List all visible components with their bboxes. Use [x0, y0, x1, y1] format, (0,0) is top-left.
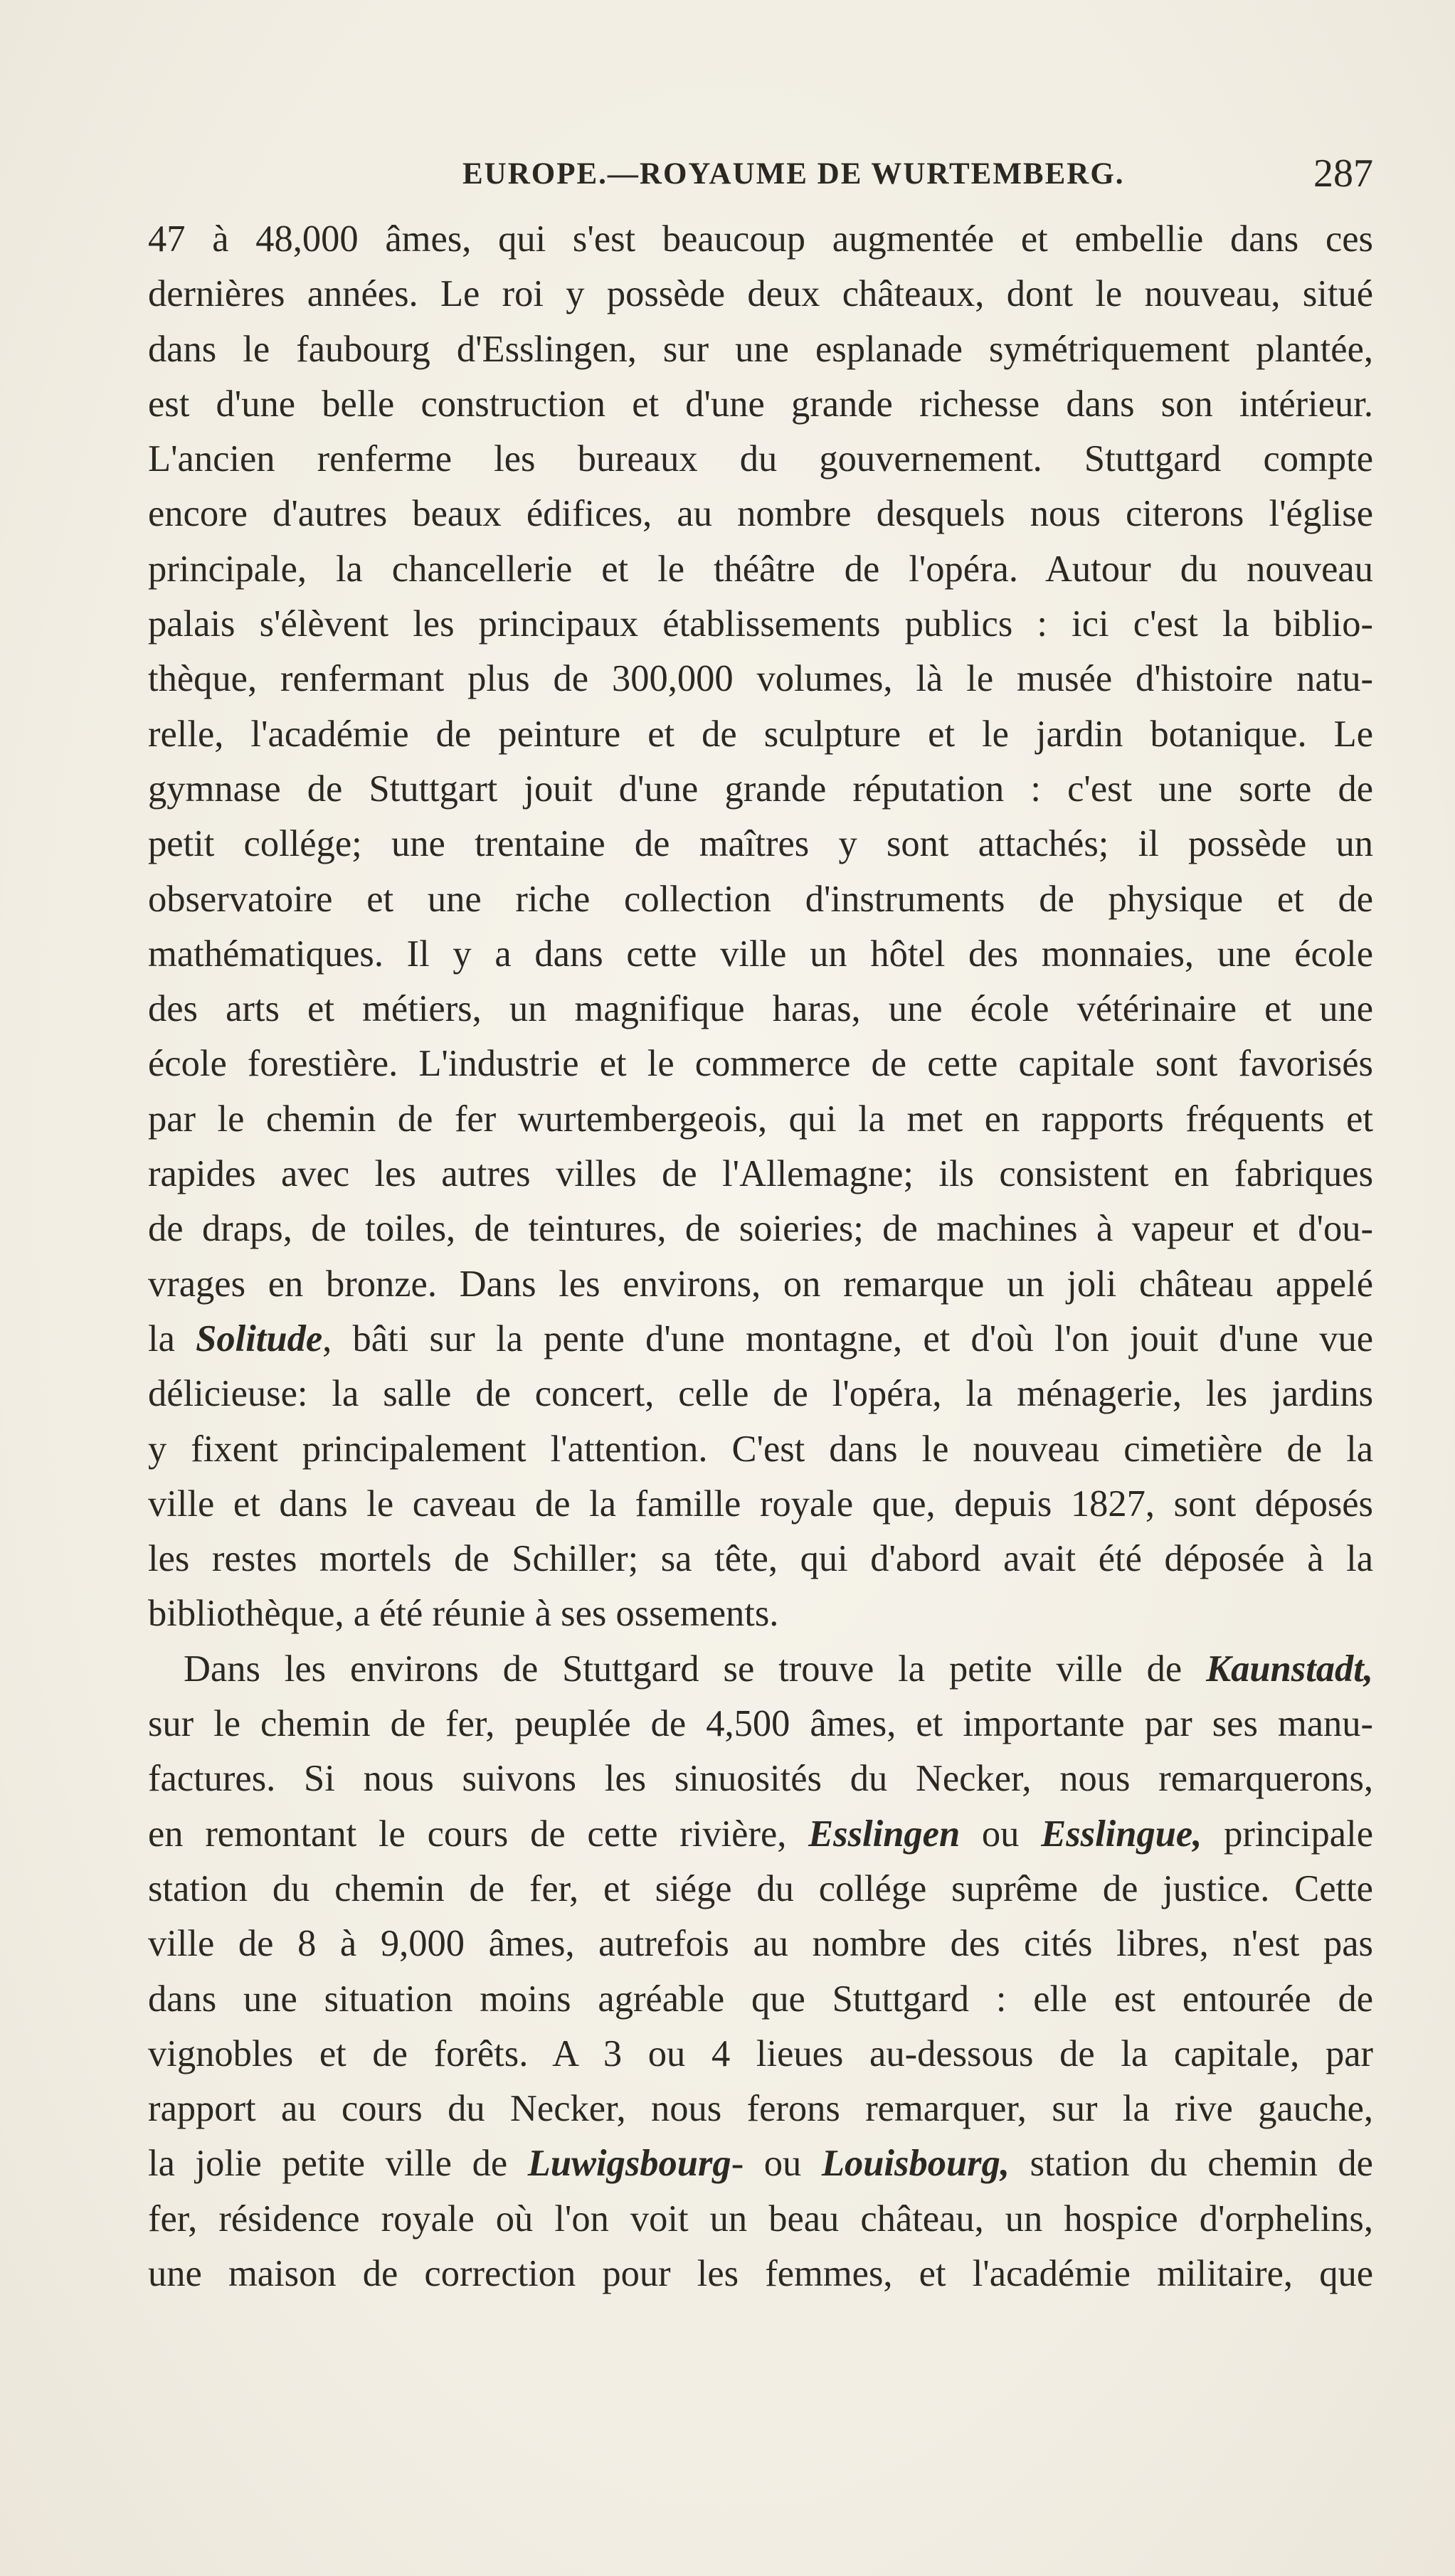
text-line: gymnase de Stuttgart jouit d'une grande réputation : c'est une sorte de [148, 768, 1373, 810]
text-line: rapport au cours du Necker, nous ferons remarquer, sur la rive gauche, [148, 2088, 1373, 2130]
text-fragment: - ou [731, 2143, 822, 2185]
text-line: y fixent principalement l'attention. C'est dans le nouveau cimetière de la [148, 1428, 1373, 1470]
page-header [149, 151, 1373, 201]
place-name-italic: Esslingue, [1041, 1813, 1202, 1855]
text-line: 47 à 48,000 âmes, qui s'est beaucoup augmentée et embellie dans ces [148, 218, 1373, 260]
text-fragment: Dans les environs de Stuttgard se trouve la petite ville de [184, 1648, 1207, 1690]
text-line [148, 1807, 1373, 1862]
text-line: bibliothèque, a été réunie à ses ossements. [148, 1593, 779, 1635]
text-line: dans une situation moins agréable que Stuttgard : elle est entourée de [148, 1978, 1373, 2020]
text-line: fer, résidence royale où l'on voit un beau château, un hospice d'orphelins, [148, 2198, 1373, 2240]
page-number: 287 [1313, 152, 1373, 196]
text-line: dernières années. Le roi y possède deux châteaux, dont le nouveau, situé [148, 273, 1373, 315]
text-line: station du chemin de fer, et siége du collége suprême de justice. Cette [148, 1867, 1373, 1909]
text-line: rapides avec les autres villes de l'Allemagne; ils consistent en fabriques [148, 1153, 1373, 1195]
text-line: petit collége; une trentaine de maîtres y sont attachés; il possède un [148, 823, 1373, 865]
place-name-italic: Kaunstadt, [1206, 1648, 1373, 1690]
text-fragment: station du chemin de [1009, 2143, 1373, 2185]
text-line: par le chemin de fer wurtembergeois, qui la met en rapports fréquents et [148, 1098, 1373, 1140]
text-line: observatoire et une riche collection d'instruments de physique et de [148, 878, 1373, 920]
text-line [148, 1642, 1373, 1697]
text-line: principale, la chancellerie et le théâtre de l'opéra. Autour du nouveau [148, 548, 1373, 590]
text-line: vrages en bronze. Dans les environs, on remarque un joli château appelé [148, 1263, 1373, 1305]
text-line: relle, l'académie de peinture et de sculpture et le jardin botanique. Le [148, 713, 1373, 755]
text-fragment: principale [1202, 1813, 1373, 1855]
text-line: est d'une belle construction et d'une grande richesse dans son intérieur. [148, 383, 1373, 425]
text-line: de draps, de toiles, de teintures, de soieries; de machines à vapeur et d'ou- [148, 1208, 1373, 1250]
text-line: vignobles et de forêts. A 3 ou 4 lieues au-dessous de la capitale, par [148, 2032, 1373, 2074]
text-line: les restes mortels de Schiller; sa tête, qui d'abord avait été déposée à la [148, 1538, 1373, 1580]
text-line: palais s'élèvent les principaux établissements publics : ici c'est la biblio- [148, 603, 1373, 645]
text-line: école forestière. L'industrie et le commerce de cette capitale sont favorisés [148, 1043, 1373, 1085]
text-line: ville et dans le caveau de la famille royale que, depuis 1827, sont déposés [148, 1483, 1373, 1525]
text-line: encore d'autres beaux édifices, au nombre desquels nous citerons l'église [148, 493, 1373, 535]
text-fragment: , bâti sur la pente d'une montagne, et d'où l'on jouit d'une vue [322, 1318, 1373, 1359]
text-line: mathématiques. Il y a dans cette ville un hôtel des monnaies, une école [148, 933, 1373, 975]
running-title: EUROPE.—ROYAUME DE WURTEMBERG. [462, 157, 1125, 191]
place-name-italic: Luwigsbourg [527, 2143, 731, 2185]
text-line: thèque, renfermant plus de 300,000 volumes, là le musée d'histoire natu- [148, 658, 1373, 700]
text-line: sur le chemin de fer, peuplée de 4,500 âmes, et importante par ses manu- [148, 1703, 1373, 1745]
place-name-italic: Louisbourg, [821, 2143, 1010, 2185]
text-line: ville de 8 à 9,000 âmes, autrefois au nombre des cités libres, n'est pas [148, 1923, 1373, 1965]
text-fragment: en remontant le cours de cette rivière, [148, 1813, 809, 1855]
text-fragment: la [148, 1318, 196, 1359]
text-line [148, 1312, 1373, 1367]
text-line: des arts et métiers, un magnifique haras, une école vétérinaire et une [148, 988, 1373, 1030]
text-line: factures. Si nous suivons les sinuosités du Necker, nous remarquerons, [148, 1758, 1373, 1800]
text-line: dans le faubourg d'Esslingen, sur une esplanade symétriquement plantée, [148, 328, 1373, 370]
text-line: une maison de correction pour les femmes, et l'académie militaire, que [148, 2252, 1373, 2294]
text-fragment: ou [960, 1813, 1042, 1855]
place-name-italic: Solitude [196, 1318, 323, 1359]
text-line [148, 2136, 1373, 2191]
place-name-italic: Esslingen [808, 1813, 961, 1855]
text-line: L'ancien renferme les bureaux du gouvernement. Stuttgard compte [148, 438, 1373, 480]
body-text [148, 212, 1373, 2301]
text-fragment: la jolie petite ville de [148, 2143, 528, 2185]
text-line: délicieuse: la salle de concert, celle de l'opéra, la ménagerie, les jardins [148, 1373, 1373, 1415]
